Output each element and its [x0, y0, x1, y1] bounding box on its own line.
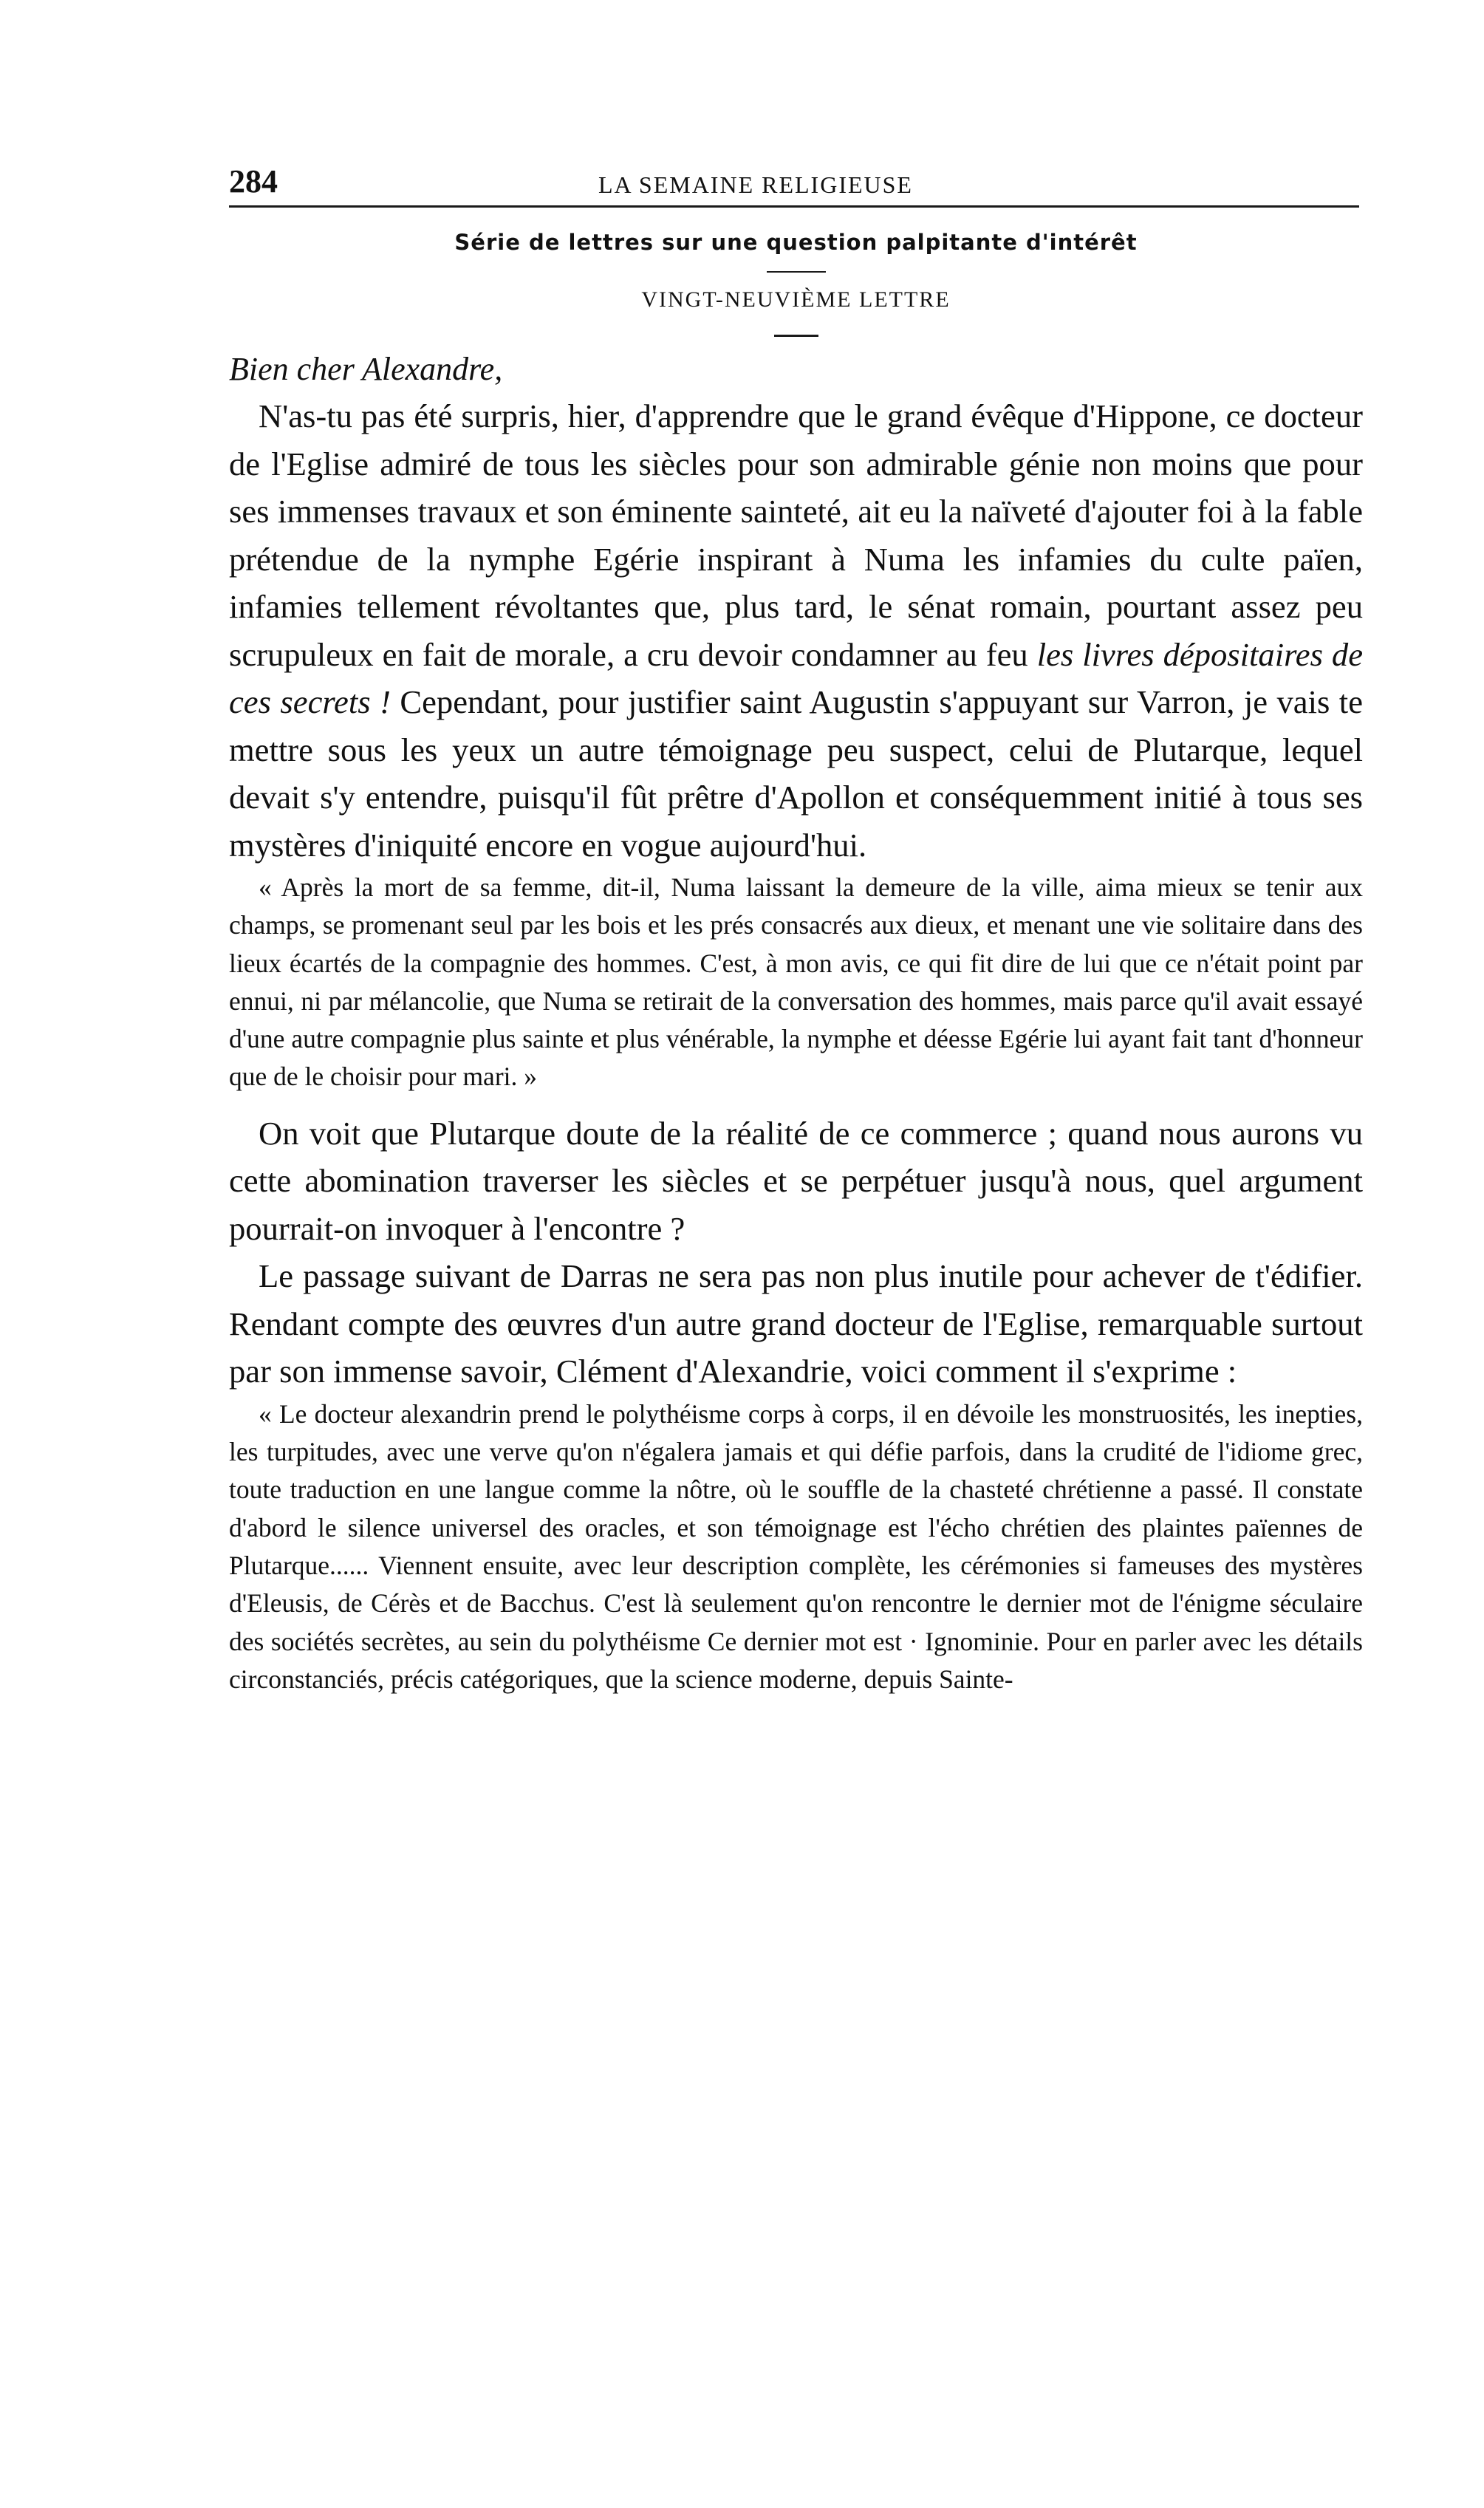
- header-rule: [229, 205, 1359, 208]
- page: [229, 133, 1363, 1698]
- page-number: 284: [229, 163, 278, 199]
- paragraph-3: Le passage suivant de Darras ne sera pas non plus inutile pour achever de t'édifier. Rendant compte des œuvres d'un autre grand docteur de l'Eglise, remarquable surtout par son immense savoir, Clément d'Alexandrie, voici comment il s'exprime :: [229, 1257, 1363, 1390]
- paragraph-1: [229, 392, 1363, 869]
- series-title: Série de lettres sur une question palpitante d'intérêt: [454, 230, 1138, 255]
- paragraph-1-text-b: Cependant, pour justifier saint Augustin s'appuyant sur Varron, je vais te mettre sous les yeux un autre témoignage peu suspect, celui de Plutarque, lequel devait s'y entendre, puisqu'il fût prêtre d'Apollon et conséquemment initié à tous ses mystères d'iniquité encore en vogue aujourd'hui.: [229, 683, 1363, 864]
- quotation-darras: « Le docteur alexandrin prend le polythéisme corps à corps, il en dévoile les monstruosités, les inepties, les turpitudes, avec une verve qu'on n'égalera jamais et qui défie parfois, dans la crudité de l'idiome grec, toute traduction en une langue comme la nôtre, où le souffle de la chasteté chrétienne a passé. Il constate d'abord le silence universel des oracles, et son témoignage est l'écho chrétien des plaintes païennes de Plutarque...... Viennent ensuite, avec leur description complète, les cérémonies si fameuses des mystères d'Eleusis, de Cérès et de Bacchus. C'est là seulement qu'on rencontre le dernier mot de l'énigme séculaire des sociétés secrètes, au sein du polythéisme Ce dernier mot est · Ignominie. Pour en parler avec les détails circonstanciés, précis catégoriques, que la science moderne, depuis Sainte-: [229, 1398, 1363, 1694]
- quotation-plutarch: « Après la mort de sa femme, dit-il, Numa laissant la demeure de la ville, aima mieux se tenir aux champs, se promenant seul par les bois et les prés consacrés aux dieux, et menant une vie solitaire dans des lieux écartés de la compagnie des hommes. C'est, à mon avis, ce qui fit dire de lui que ce n'était point par ennui, ni par mélancolie, que Numa se retirait de la conversation des hommes, mais parce qu'il avait essayé d'une autre compagnie plus sainte et plus vénérable, la nymphe et déesse Egérie lui ayant fait tant d'honneur que de le choisir pour mari. »: [229, 872, 1363, 1092]
- paragraph-1-text-a: N'as-tu pas été surpris, hier, d'apprendre que le grand évêque d'Hippone, ce docteur de l'Eglise admiré de tous les siècles pour son admirable génie non moins que pour ses immenses travaux et son éminente sainteté, ait eu la naïveté d'ajouter foi à la fable prétendue de la nymphe Egérie inspirant à Numa les infamies du culte païen, infamies tellement révoltantes que, plus tard, le sénat romain, pourtant assez peu scrupuleux en fait de morale, a cru devoir condamner au feu: [229, 397, 1363, 673]
- series-divider: [767, 271, 826, 273]
- salutation: Bien cher Alexandre,: [229, 351, 503, 387]
- letter-divider: [774, 335, 818, 337]
- paragraph-2: On voit que Plutarque doute de la réalité de ce commerce ; quand nous aurons vu cette abomination traverser les siècles et se perpétuer jusqu'à nous, quel argument pourrait-on invoquer à l'encontre ?: [229, 1114, 1363, 1247]
- running-head: [229, 133, 1363, 199]
- paragraph-1-italic: les livres dépositaires de ces secrets !: [229, 635, 1363, 720]
- letter-title: VINGT-NEUVIÈME LETTRE: [641, 287, 951, 312]
- running-title: LA SEMAINE RELIGIEUSE: [598, 171, 913, 198]
